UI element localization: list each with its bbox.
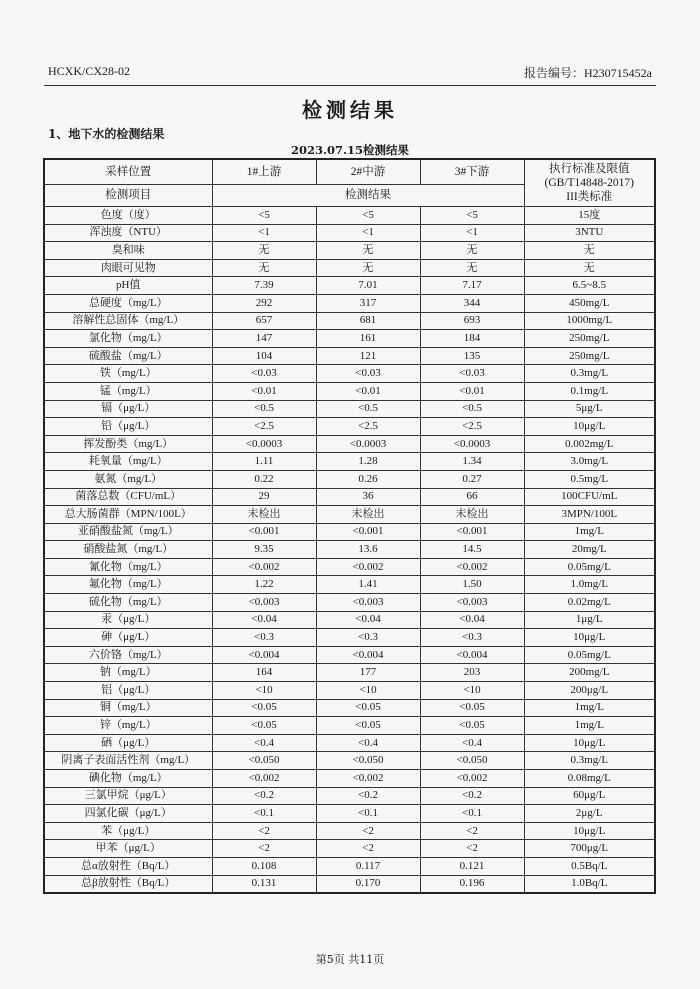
test-item-cell: pH值 (44, 277, 212, 295)
location-3-value: <0.003 (420, 594, 524, 612)
location-1-value: 1.11 (212, 453, 316, 471)
test-item-cell: 总β放射性（Bq/L） (44, 875, 212, 893)
test-item-cell: 挥发酚类（mg/L） (44, 435, 212, 453)
location-3-value: 135 (420, 347, 524, 365)
test-item-cell: 锌（mg/L） (44, 717, 212, 735)
location-3-value: <0.050 (420, 752, 524, 770)
location-1-value: 29 (212, 488, 316, 506)
standard-limit-cell: 5μg/L (524, 400, 655, 418)
location-3-value: <0.001 (420, 523, 524, 541)
location-3-value: 203 (420, 664, 524, 682)
location-1-value: 1.22 (212, 576, 316, 594)
standard-limit-cell: 0.1mg/L (524, 382, 655, 400)
table-row (44, 629, 655, 647)
standard-header-line2: (GB/T14848-2017) (544, 177, 634, 189)
standard-limit-cell: 1mg/L (524, 523, 655, 541)
test-item-cell: 氨氮（mg/L） (44, 470, 212, 488)
location-3-value: 1.34 (420, 453, 524, 471)
table-row (44, 770, 655, 788)
location-2-value: <0.0003 (316, 435, 420, 453)
test-item-cell: 砷（μg/L） (44, 629, 212, 647)
location-1-value: <0.1 (212, 805, 316, 823)
section-title: 1、地下水的检测结果 (48, 127, 165, 141)
location-3-value: <0.002 (420, 770, 524, 788)
standard-limit-cell: 1.0mg/L (524, 576, 655, 594)
location-3-value: 184 (420, 330, 524, 348)
location-3-value: 344 (420, 294, 524, 312)
location-2-value: <0.5 (316, 400, 420, 418)
sampling-location-header: 采样位置 (44, 159, 212, 185)
table-row (44, 787, 655, 805)
location-1-value: 657 (212, 312, 316, 330)
location-1-value: <0.04 (212, 611, 316, 629)
test-item-cell: 总α放射性（Bq/L） (44, 857, 212, 875)
table-row (44, 752, 655, 770)
page-title: 检测结果 (302, 98, 398, 122)
location-2-value: 36 (316, 488, 420, 506)
standard-limit-cell: 0.3mg/L (524, 752, 655, 770)
standard-limit-cell: 0.002mg/L (524, 435, 655, 453)
location-2-value: 681 (316, 312, 420, 330)
standard-limit-cell: 250mg/L (524, 330, 655, 348)
location-1-value: <0.01 (212, 382, 316, 400)
test-item-cell: 甲苯（μg/L） (44, 840, 212, 858)
location-1-value: 0.131 (212, 875, 316, 893)
standard-limit-cell: 1.0Bq/L (524, 875, 655, 893)
location-3-value: <0.03 (420, 365, 524, 383)
standard-limit-cell: 无 (524, 259, 655, 277)
location-2-value: 未检出 (316, 506, 420, 524)
standard-limit-cell: 450mg/L (524, 294, 655, 312)
location-1-value: <0.4 (212, 734, 316, 752)
test-item-cell: 浑浊度（NTU） (44, 224, 212, 242)
location-3-value: <2 (420, 822, 524, 840)
standard-limit-cell: 1mg/L (524, 699, 655, 717)
test-item-cell: 四氯化碳（μg/L） (44, 805, 212, 823)
test-item-cell: 总硬度（mg/L） (44, 294, 212, 312)
location-1-value: <0.03 (212, 365, 316, 383)
table-row (44, 400, 655, 418)
location-2-value: <0.002 (316, 558, 420, 576)
location-2-value: <0.001 (316, 523, 420, 541)
standard-limit-cell: 20mg/L (524, 541, 655, 559)
location-2-value: <0.04 (316, 611, 420, 629)
test-item-cell: 镉（μg/L） (44, 400, 212, 418)
table-row (44, 224, 655, 242)
standard-limit-cell: 1000mg/L (524, 312, 655, 330)
table-row (44, 435, 655, 453)
test-item-cell: 汞（μg/L） (44, 611, 212, 629)
test-item-cell: 氯化物（mg/L） (44, 330, 212, 348)
location-1-value: <0.003 (212, 594, 316, 612)
location-2-value: <0.004 (316, 646, 420, 664)
test-item-cell: 硫酸盐（mg/L） (44, 347, 212, 365)
location-1-value: <0.5 (212, 400, 316, 418)
test-item-cell: 总大肠菌群（MPN/100L） (44, 506, 212, 524)
location-2-value: <0.03 (316, 365, 420, 383)
location-1-value: <0.05 (212, 717, 316, 735)
location-3-value: 14.5 (420, 541, 524, 559)
location-1-value: <0.050 (212, 752, 316, 770)
test-item-cell: 铁（mg/L） (44, 365, 212, 383)
standard-limit-cell: 0.5mg/L (524, 470, 655, 488)
table-row (44, 682, 655, 700)
table-row (44, 207, 655, 225)
location-3-value: 未检出 (420, 506, 524, 524)
test-item-header: 检测项目 (44, 185, 212, 207)
location-1-value: <0.3 (212, 629, 316, 647)
location-3-value: 7.17 (420, 277, 524, 295)
table-row (44, 664, 655, 682)
location-1-value: 无 (212, 259, 316, 277)
location-3-value: <2 (420, 840, 524, 858)
location-3-value: <10 (420, 682, 524, 700)
table-row (44, 541, 655, 559)
location-3-header: 3#下游 (420, 159, 524, 185)
table-row (44, 805, 655, 823)
table-row (44, 523, 655, 541)
location-2-value: <0.002 (316, 770, 420, 788)
location-3-value: <0.01 (420, 382, 524, 400)
location-3-value: <1 (420, 224, 524, 242)
location-1-value: 147 (212, 330, 316, 348)
location-2-value: 0.117 (316, 857, 420, 875)
standard-header (524, 159, 655, 207)
standard-limit-cell: 10μg/L (524, 822, 655, 840)
table-row (44, 857, 655, 875)
standard-header-line1: 执行标准及限值 (549, 163, 630, 175)
location-1-value: <0.05 (212, 699, 316, 717)
location-3-value: <5 (420, 207, 524, 225)
location-2-value: 无 (316, 242, 420, 260)
standard-limit-cell: 无 (524, 242, 655, 260)
test-item-cell: 肉眼可见物 (44, 259, 212, 277)
location-3-value: <0.1 (420, 805, 524, 823)
location-1-value: 7.39 (212, 277, 316, 295)
location-1-header: 1#上游 (212, 159, 316, 185)
test-item-cell: 硫化物（mg/L） (44, 594, 212, 612)
standard-limit-cell: 0.3mg/L (524, 365, 655, 383)
table-row (44, 699, 655, 717)
location-2-value: 161 (316, 330, 420, 348)
table-row (44, 558, 655, 576)
location-3-value: 无 (420, 242, 524, 260)
location-3-value: 0.27 (420, 470, 524, 488)
table-caption: 2023.07.15检测结果 (290, 143, 410, 157)
table-row (44, 259, 655, 277)
table-row (44, 576, 655, 594)
location-3-value: <0.002 (420, 558, 524, 576)
location-2-value: <1 (316, 224, 420, 242)
test-item-cell: 耗氧量（mg/L） (44, 453, 212, 471)
location-3-value: <0.2 (420, 787, 524, 805)
location-1-value: 0.22 (212, 470, 316, 488)
location-3-value: <0.05 (420, 699, 524, 717)
location-1-value: 未检出 (212, 506, 316, 524)
test-item-cell: 溶解性总固体（mg/L） (44, 312, 212, 330)
location-3-value: 无 (420, 259, 524, 277)
table-row (44, 347, 655, 365)
location-2-value: 1.28 (316, 453, 420, 471)
location-3-value: 693 (420, 312, 524, 330)
standard-limit-cell: 2μg/L (524, 805, 655, 823)
standard-limit-cell: 100CFU/mL (524, 488, 655, 506)
standard-limit-cell: 700μg/L (524, 840, 655, 858)
location-2-value: <5 (316, 207, 420, 225)
location-2-value: <2 (316, 840, 420, 858)
location-2-value: 0.26 (316, 470, 420, 488)
location-2-value: <2 (316, 822, 420, 840)
location-2-value: 121 (316, 347, 420, 365)
test-item-cell: 六价铬（mg/L） (44, 646, 212, 664)
location-2-value: <0.050 (316, 752, 420, 770)
test-item-cell: 氰化物（mg/L） (44, 558, 212, 576)
table-row (44, 470, 655, 488)
test-item-cell: 臭和味 (44, 242, 212, 260)
location-1-value: <5 (212, 207, 316, 225)
test-item-cell: 苯（μg/L） (44, 822, 212, 840)
location-2-value: 13.6 (316, 541, 420, 559)
standard-limit-cell: 6.5~8.5 (524, 277, 655, 295)
location-1-value: <2.5 (212, 418, 316, 436)
table-row (44, 840, 655, 858)
location-2-value: 7.01 (316, 277, 420, 295)
test-item-cell: 铜（mg/L） (44, 699, 212, 717)
location-1-value: <0.002 (212, 558, 316, 576)
table-row (44, 734, 655, 752)
location-3-value: <0.5 (420, 400, 524, 418)
test-item-cell: 钠（mg/L） (44, 664, 212, 682)
test-item-cell: 硝酸盐氮（mg/L） (44, 541, 212, 559)
location-1-value: 0.108 (212, 857, 316, 875)
test-item-cell: 阴离子表面活性剂（mg/L） (44, 752, 212, 770)
test-item-cell: 氟化物（mg/L） (44, 576, 212, 594)
table-row (44, 312, 655, 330)
location-2-value: <0.2 (316, 787, 420, 805)
location-2-value: 177 (316, 664, 420, 682)
standard-limit-cell: 1μg/L (524, 611, 655, 629)
location-1-value: <0.002 (212, 770, 316, 788)
location-3-value: <0.0003 (420, 435, 524, 453)
header-row-locations (44, 159, 655, 185)
location-1-value: <0.0003 (212, 435, 316, 453)
standard-limit-cell: 10μg/L (524, 629, 655, 647)
table-row (44, 294, 655, 312)
standard-limit-cell: 0.02mg/L (524, 594, 655, 612)
location-2-value: 无 (316, 259, 420, 277)
standard-limit-cell: 3.0mg/L (524, 453, 655, 471)
location-3-value: <2.5 (420, 418, 524, 436)
report-number: 报告编号：H230715452a (524, 66, 652, 80)
location-1-value: <2 (212, 840, 316, 858)
location-2-value: <0.05 (316, 717, 420, 735)
location-2-value: <0.3 (316, 629, 420, 647)
location-3-value: 66 (420, 488, 524, 506)
location-2-value: <0.4 (316, 734, 420, 752)
table-row (44, 646, 655, 664)
results-header: 检测结果 (212, 185, 524, 207)
header-divider (44, 85, 656, 86)
location-3-value: <0.4 (420, 734, 524, 752)
location-1-value: 104 (212, 347, 316, 365)
location-3-value: <0.3 (420, 629, 524, 647)
test-item-cell: 色度（度） (44, 207, 212, 225)
standard-limit-cell: 0.05mg/L (524, 646, 655, 664)
test-item-cell: 铝（μg/L） (44, 682, 212, 700)
table-row (44, 506, 655, 524)
location-3-value: <0.05 (420, 717, 524, 735)
location-1-value: <2 (212, 822, 316, 840)
location-2-value: 1.41 (316, 576, 420, 594)
location-3-value: <0.004 (420, 646, 524, 664)
test-item-cell: 亚硝酸盐氮（mg/L） (44, 523, 212, 541)
location-1-value: 164 (212, 664, 316, 682)
table-row (44, 418, 655, 436)
test-item-cell: 铅（μg/L） (44, 418, 212, 436)
page-footer: 第5页 共11页 (315, 953, 385, 966)
location-3-value: 0.196 (420, 875, 524, 893)
table-row (44, 365, 655, 383)
location-1-value: <0.2 (212, 787, 316, 805)
table-row (44, 875, 655, 893)
location-2-value: <0.05 (316, 699, 420, 717)
standard-limit-cell: 60μg/L (524, 787, 655, 805)
standard-limit-cell: 3MPN/100L (524, 506, 655, 524)
location-2-value: 0.170 (316, 875, 420, 893)
location-1-value: <1 (212, 224, 316, 242)
location-2-value: <10 (316, 682, 420, 700)
location-2-value: <0.003 (316, 594, 420, 612)
location-2-value: <0.1 (316, 805, 420, 823)
location-1-value: <10 (212, 682, 316, 700)
document-code: HCXK/CX28-02 (48, 64, 131, 78)
test-item-cell: 硒（μg/L） (44, 734, 212, 752)
standard-limit-cell: 1mg/L (524, 717, 655, 735)
test-item-cell: 菌落总数（CFU/mL） (44, 488, 212, 506)
standard-limit-cell: 15度 (524, 207, 655, 225)
test-item-cell: 碘化物（mg/L） (44, 770, 212, 788)
table-row (44, 382, 655, 400)
test-item-cell: 锰（mg/L） (44, 382, 212, 400)
standard-limit-cell: 10μg/L (524, 418, 655, 436)
standard-limit-cell: 0.05mg/L (524, 558, 655, 576)
standard-limit-cell: 0.08mg/L (524, 770, 655, 788)
table-row (44, 611, 655, 629)
standard-limit-cell: 200mg/L (524, 664, 655, 682)
table-row (44, 453, 655, 471)
location-1-value: <0.004 (212, 646, 316, 664)
location-2-value: 317 (316, 294, 420, 312)
standard-limit-cell: 3NTU (524, 224, 655, 242)
location-1-value: 292 (212, 294, 316, 312)
location-2-value: <2.5 (316, 418, 420, 436)
standard-limit-cell: 10μg/L (524, 734, 655, 752)
table-row (44, 822, 655, 840)
location-3-value: <0.04 (420, 611, 524, 629)
table-row (44, 488, 655, 506)
location-2-value: <0.01 (316, 382, 420, 400)
standard-limit-cell: 250mg/L (524, 347, 655, 365)
table-row (44, 242, 655, 260)
results-table (43, 158, 656, 894)
standard-limit-cell: 200μg/L (524, 682, 655, 700)
location-1-value: 无 (212, 242, 316, 260)
location-1-value: 9.35 (212, 541, 316, 559)
table-row (44, 277, 655, 295)
standard-header-line3: III类标准 (566, 191, 613, 203)
location-2-header: 2#中游 (316, 159, 420, 185)
table-row (44, 717, 655, 735)
location-3-value: 1.50 (420, 576, 524, 594)
table-row (44, 594, 655, 612)
test-item-cell: 三氯甲烷（μg/L） (44, 787, 212, 805)
location-3-value: 0.121 (420, 857, 524, 875)
standard-limit-cell: 0.5Bq/L (524, 857, 655, 875)
table-row (44, 330, 655, 348)
location-1-value: <0.001 (212, 523, 316, 541)
